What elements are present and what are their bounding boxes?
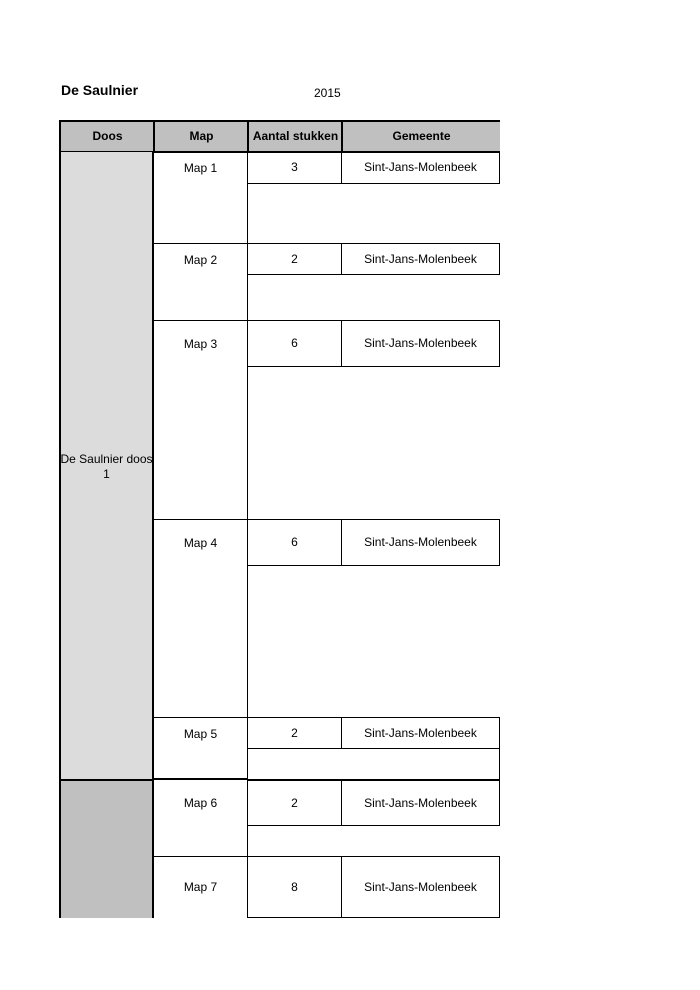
header-map: Map (153, 120, 248, 153)
gemeente-cell: Sint-Jans-Molenbeek (341, 320, 500, 367)
aantal-cell: 2 (247, 717, 342, 749)
aantal-cell: 8 (247, 856, 342, 918)
gemeente-cell: Sint-Jans-Molenbeek (341, 152, 500, 184)
gemeente-cell: Sint-Jans-Molenbeek (341, 519, 500, 566)
header-aantal-stukken: Aantal stukken (247, 120, 342, 153)
header-doos: Doos (59, 120, 154, 153)
map-label: Map 5 (183, 727, 218, 741)
map-divider (153, 778, 248, 780)
map-label: Map 6 (183, 796, 218, 810)
aantal-cell: 2 (247, 779, 342, 826)
gemeente-cell: Sint-Jans-Molenbeek (341, 779, 500, 826)
aantal-cell: 2 (247, 243, 342, 275)
map-divider (153, 243, 248, 244)
document-title: De Saulnier (61, 82, 139, 98)
map-divider (153, 519, 248, 520)
map-label: Map 3 (183, 337, 218, 351)
aantal-cell: 6 (247, 519, 342, 566)
map-label: Map 4 (183, 536, 218, 550)
map-label: Map 1 (183, 161, 218, 175)
aantal-cell: 3 (247, 152, 342, 184)
gemeente-cell: Sint-Jans-Molenbeek (341, 856, 500, 918)
box-label-1: De Saulnier doos 1 (60, 452, 153, 481)
box-cell-2 (59, 779, 154, 918)
gemeente-cell: Sint-Jans-Molenbeek (341, 717, 500, 749)
map-divider (153, 717, 248, 718)
gemeente-cell: Sint-Jans-Molenbeek (341, 243, 500, 275)
header-gemeente: Gemeente (341, 120, 500, 153)
aantal-cell: 6 (247, 320, 342, 367)
document-year: 2015 (314, 86, 341, 100)
map-label: Map 2 (183, 253, 218, 267)
map-divider (153, 320, 248, 321)
blank-area (247, 748, 500, 780)
map-divider (153, 856, 248, 857)
map-label: Map 7 (183, 880, 218, 894)
